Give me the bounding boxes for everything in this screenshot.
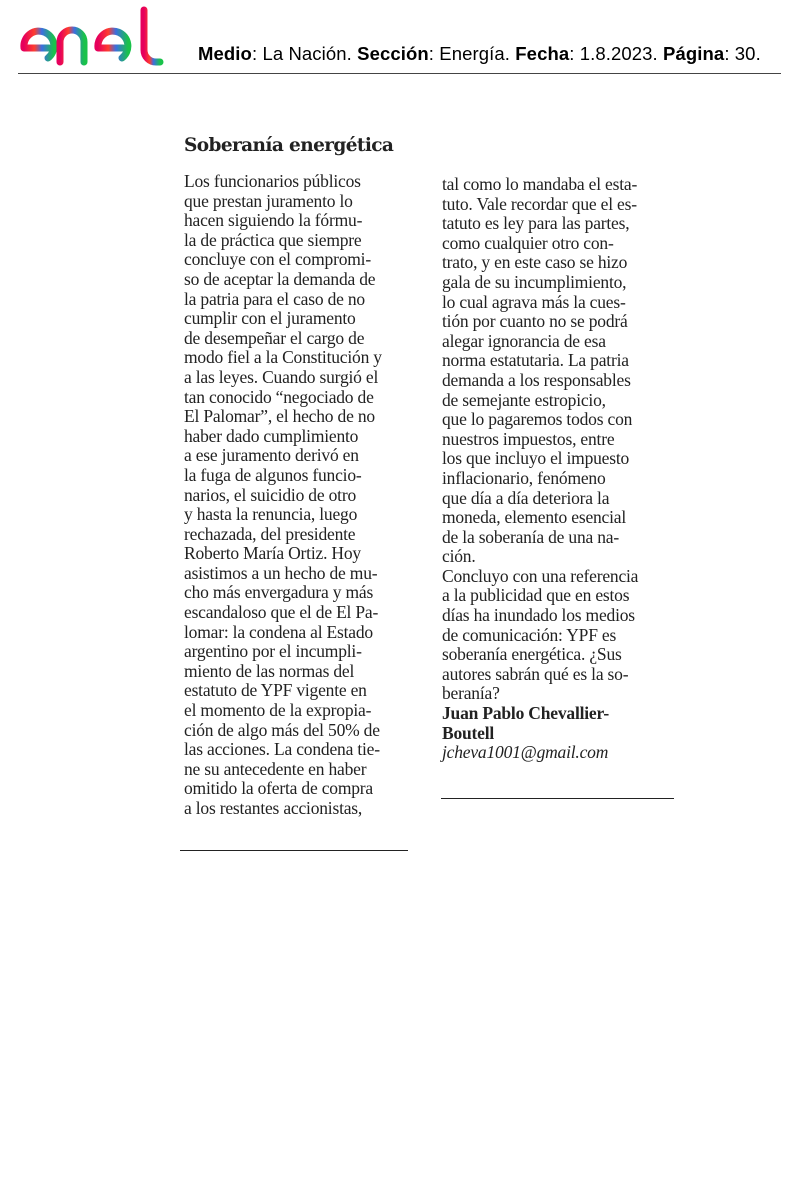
author-name-line-1: Juan Pablo Chevallier- (442, 703, 610, 724)
article-text-line: como cualquier otro con- (442, 232, 614, 253)
enel-logo (16, 6, 180, 68)
article-text-line: los que incluyo el impuesto (442, 448, 630, 469)
article-text-line: moneda, elemento esencial (442, 507, 627, 528)
article-column-2 (442, 175, 674, 763)
article-text-line: lomar: la condena al Estado (184, 621, 373, 642)
article-text-line: haber dado cumplimiento (184, 425, 359, 446)
article-text-line: Roberto María Ortiz. Hoy (184, 543, 361, 564)
article-text-line: nuestros impuestos, entre (442, 428, 615, 449)
article-text-line: cumplir con el juramento (184, 308, 356, 329)
article-text-line: que día a día deteriora la (442, 487, 610, 508)
article-text-line: ne su antecedente en haber (184, 758, 367, 779)
article-title: Soberanía energética (184, 135, 394, 156)
article-text-line: trato, y en este caso se hizo (442, 252, 628, 273)
article-text-line: la de práctica que siempre (184, 229, 362, 250)
article-text-line: de comunicación: YPF es (442, 624, 617, 645)
article-text-line: tal como lo mandaba el esta- (442, 174, 638, 194)
article-text-line: concluye con el compromi- (184, 249, 371, 270)
article-text-line: a la publicidad que en estos (442, 585, 630, 606)
article-text-line: lo cual agrava más la cues- (442, 291, 626, 312)
article-text-line: inflacionario, fenómeno (442, 467, 606, 488)
fecha-value: 1.8.2023. (579, 43, 658, 64)
article-text-line: y hasta la renuncia, luego (184, 504, 358, 525)
article-text-line: a los restantes accionistas, (184, 798, 363, 818)
article-text-line: de semejante estropicio, (442, 389, 606, 410)
article-text-line: días ha inundado los medios (442, 605, 635, 626)
article-text-line: miento de las normas del (184, 660, 355, 681)
article-text-line: tatuto es ley para las partes, (442, 213, 630, 234)
article-text-line: rechazada, del presidente (184, 523, 356, 544)
article-column-1 (184, 172, 408, 819)
article-text-line: a ese juramento derivó en (184, 445, 359, 466)
article-text-line: gala de su incumplimiento, (442, 271, 627, 292)
article-text-line: la fuga de algunos funcio- (184, 464, 362, 485)
article-text-line: autores sabrán qué es la so- (442, 663, 629, 684)
fecha-label: Fecha (515, 43, 570, 64)
article-text-line: so de aceptar la demanda de (184, 268, 376, 289)
author-email: jcheva1001@gmail.com (442, 742, 609, 763)
article-text-line: ción de algo más del 50% de (184, 719, 380, 740)
article-text-line: demanda a los responsables (442, 369, 631, 390)
article-text-line: el momento de la expropia- (184, 700, 372, 721)
article-text-line: de desempeñar el cargo de (184, 327, 365, 348)
article-text-line: beranía? (442, 683, 500, 704)
article-text-line: que lo pagaremos todos con (442, 409, 633, 430)
article-text-line: asistimos a un hecho de mu- (184, 562, 378, 583)
article-text-line: Los funcionarios públicos (184, 171, 361, 191)
article-text-line: modo fiel a la Constitución y (184, 347, 382, 368)
seccion-label: Sección (357, 43, 429, 64)
article-text-line: omitido la oferta de compra (184, 778, 373, 799)
article-text-line: alegar ignorancia de esa (442, 330, 606, 351)
article-text-line: tuto. Vale recordar que el es- (442, 193, 637, 214)
article-text-line: escandaloso que el de El Pa- (184, 602, 379, 623)
article-text-line: la patria para el caso de no (184, 288, 365, 309)
pagina-value: 30. (734, 43, 761, 64)
article-text-line: a las leyes. Cuando surgió el (184, 366, 379, 387)
article-text-line: Concluyo con una referencia (442, 565, 639, 586)
column-2-end-rule (441, 798, 674, 799)
article-text-line: hacen siguiendo la fórmu- (184, 210, 363, 231)
article-text-line: que prestan juramento lo (184, 190, 353, 211)
article-text-line: tan conocido “negociado de (184, 386, 374, 407)
article-text-line: tión por cuanto no se podrá (442, 311, 628, 332)
seccion-value: Energía. (439, 43, 511, 64)
medio-label: Medio (198, 43, 252, 64)
document-source-info: Medio: La Nación. Sección: Energía. Fecha: 1.8.2023. Página: 30. (198, 43, 761, 64)
article-text-line: narios, el suicidio de otro (184, 484, 356, 505)
article-text-line: estatuto de YPF vigente en (184, 680, 367, 701)
article-text-line: argentino por el incumpli- (184, 641, 362, 662)
article-text-line: de la soberanía de una na- (442, 526, 620, 547)
article-text-line: norma estatutaria. La patria (442, 350, 629, 371)
article-text-line: ción. (442, 546, 476, 567)
column-1-end-rule (180, 850, 408, 851)
author-name-line-2: Boutell (442, 722, 495, 743)
medio-value: La Nación. (262, 43, 352, 64)
article-text-line: cho más envergadura y más (184, 582, 374, 603)
header-divider (18, 73, 781, 74)
article-text-line: El Palomar”, el hecho de no (184, 406, 375, 427)
pagina-label: Página (663, 43, 725, 64)
article-text-line: soberanía energética. ¿Sus (442, 644, 622, 665)
article-text-line: las acciones. La condena tie- (184, 739, 380, 760)
